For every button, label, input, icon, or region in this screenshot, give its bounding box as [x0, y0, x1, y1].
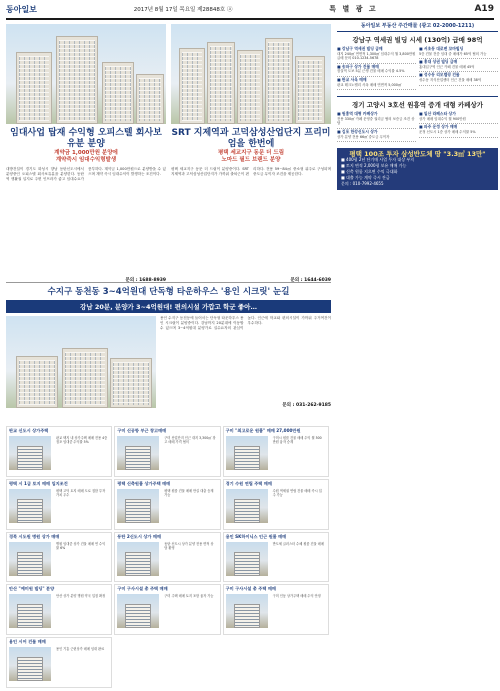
property-item	[337, 46, 416, 64]
right-sticker	[337, 148, 498, 190]
property-item-title: ■ 송파구 상가 건물 매매	[337, 63, 379, 69]
listing-item	[223, 532, 329, 583]
ad2	[171, 128, 331, 283]
listing-title: 용인 시어 건물 매매	[9, 639, 46, 645]
ad3-photo	[6, 316, 156, 408]
listing-body: 수원 역세권 연립 건물 매매 즉시 입주 가능	[272, 488, 322, 498]
listing-item	[6, 532, 112, 583]
listing-photo	[9, 489, 51, 523]
property-item	[419, 124, 498, 137]
sticker-line: 문의 : 010-7992-4655	[341, 181, 384, 187]
listing-item	[6, 426, 112, 477]
right-items-1	[337, 46, 498, 90]
listing-body: 평택 고덕 토지 매매 도로 접함 투자가치 우수	[56, 488, 106, 498]
property-item-body: 상가 분양 전용 66㎡ 중도금 무이자	[337, 134, 390, 139]
ad1	[6, 128, 166, 283]
ad3-body: 용인 수지구 동천동에 들어서는 단독형 타운하우스 용인 시크릿이 분양중이다. 강남까지 20분대에 이동할 수 있으며 3~4억원대 분양가로 실수요자의 관심이 높다. 인근에 학교와 편의시설이 가까워 주거여건이 우수하다.	[160, 316, 331, 330]
listing-title: 구미 구사시설 총 주택 매매	[225, 586, 276, 592]
right-items-2	[337, 111, 498, 142]
property-item-body: 홍대입구역 인근 카페 건물 매매 45억	[419, 64, 475, 69]
right-title2: 경기 고양시 3호선 원흥역 증개 대형 카페상가	[337, 96, 498, 109]
listing-item	[223, 584, 329, 635]
ad1-title: 임대사업 탑재 수익형 오피스텔 회사보유분 분양	[10, 128, 162, 149]
property-item	[419, 111, 498, 124]
ad2-phone: 문의 : 1644-6039	[290, 278, 331, 283]
listing-item	[114, 584, 220, 635]
property-item-title: ■ 김포 한강신도시 상가	[337, 128, 378, 134]
ad1-body: 대방건설이 경기도 화성시 향남 동탄신도시에서 분양중인 오피스텔 회사보유분을 분양한다. 동탄역 생활권 입지로 주변 인프라가 좋고 임대수요가 풍부하다. 계약금 1,000만원으로 분양받을 수 있으며 계약 즉시 임대수익이 발생하는 조건이다.	[6, 167, 166, 181]
ad1-sub1: 계약금 1,000만원 분양에	[54, 150, 118, 156]
newspaper-logo: 동아일보	[6, 3, 37, 14]
listing-title: 구미 신공항 부근 창고매매	[117, 428, 167, 433]
listing-title: 경북 시도원 병원 상가 매매	[9, 533, 60, 539]
listing-body: 구미 산업단지 인근 대지 3,300㎡ 창고 매매 가격 협의	[164, 436, 216, 445]
listing-photo	[9, 594, 51, 628]
property-item-title: ■ 서초동 대로변 꼬마빌딩	[419, 46, 464, 51]
listing-title: 판교 신도시 상가주택	[9, 428, 49, 433]
listing-item	[223, 426, 329, 477]
page-header	[6, 0, 494, 20]
listing-photo	[117, 436, 159, 470]
property-item-body: 상가 매매 임대수익 월 900만원	[419, 116, 466, 121]
property-item	[337, 77, 416, 90]
listing-body: 동탄 신도시 상가 분양 전용 면적 상담 환영	[164, 541, 214, 550]
property-item-title: ■ 일산 라페스타 상가	[419, 111, 456, 117]
right-column	[337, 20, 498, 690]
property-item	[419, 72, 498, 85]
property-item-title: ■ 홍대 상권 빌딩 급매	[419, 59, 458, 65]
listing-photo	[117, 542, 159, 576]
listing-body: 판교 택지 내 상가주택 매매 전용 4층 점포 임대중 수익률 5%	[56, 436, 108, 445]
property-item	[337, 111, 416, 129]
property-item-title: ■ 판교 사옥 매매	[337, 76, 367, 82]
property-item-body: 운정 신도시 1층 상가 매매 수익률 5%	[419, 129, 476, 134]
ad3-phone: 문의 : 031-262-9185	[282, 403, 331, 408]
ad1-photo	[6, 24, 166, 124]
listing-body: 반도체 클러스터 수혜 원룸 건물 매매	[272, 541, 324, 546]
listing-body: 병원 임대중 상가 건물 매매 연 수익률 6%	[56, 541, 106, 550]
listing-photo	[9, 436, 51, 470]
section-title: 특 별 광 고	[329, 5, 378, 13]
listing-body: 구미시 원룸 건물 매매 수익 월 500만원 융자 승계	[272, 436, 322, 445]
page-number: A19	[474, 4, 494, 14]
property-item	[419, 46, 498, 59]
ad1-sub2: 계약즉시 임대수익형발생	[55, 157, 117, 163]
ad3-title: 수지구 동천동 3~4억원대 단독형 타운하우스 '용인 시크릿' 눈길	[47, 287, 290, 297]
listing-title: 경기 수원 연립 주택 매매	[225, 480, 272, 486]
sticker-lines	[341, 157, 494, 187]
listing-body: 안산 상가 분양 병원 약국 입점 확정	[56, 594, 106, 599]
listing-item	[6, 479, 112, 530]
ad3-sub: 강남 20분, 분양가 3~4억원대! 편의시설 가깝고 학군 좋아…	[6, 300, 331, 313]
sticker-line: ■ 신축 원룸 지으면 수익 극대화	[341, 169, 398, 175]
ad2-body: 평택 세교지구 동문 더 드림이 분양중이다. SRT 지제역과 고덕삼성산업단지가 가까워 출퇴근이 편리하다. 전용 59~84㎡ 중소형 위주로 구성되며 중도금 무이자 조건을 제공한다.	[171, 167, 331, 176]
property-item-title: ■ 강남구 역세권 빌딩 급매	[337, 46, 383, 51]
listing-grid	[6, 426, 331, 690]
listing-item	[114, 532, 220, 583]
ad2-sub2: 노마드 필드 브랜드 분양	[221, 157, 281, 163]
listing-photo	[226, 594, 268, 628]
listing-item	[223, 479, 329, 530]
listing-photo	[9, 542, 51, 576]
listing-photo	[226, 489, 268, 523]
listing-photo	[226, 436, 268, 470]
sticker-line: ■ 400평 2년 단기매 사업 투자 대상 부지	[341, 157, 415, 163]
ad2-photo	[171, 24, 331, 124]
sticker-line: ■ 토지 면적 2,000평 보유 매매 가능	[341, 163, 407, 169]
property-item-body: 판교 테크노밸리 사옥 매매 연면적 5,000㎡	[337, 82, 402, 87]
property-item	[337, 129, 416, 142]
right-title1: 강남구 역세권 빌딩 시세 (130억) 급매 98억	[352, 36, 483, 44]
listing-title: 용인 SK하이닉스 인근 원룸 매매	[225, 533, 287, 539]
left-ads	[6, 20, 331, 690]
property-item-title: ■ 성수동 리모델링 건물	[419, 72, 460, 78]
property-item-title: ■ 파주 운정 상가 매매	[419, 124, 458, 130]
listing-item	[6, 584, 112, 635]
listing-body: 평택 원룸 건물 매매 만실 대출 승계 가능	[164, 488, 214, 498]
ad2-title: SRT 지제역과 고덕삼성산업단지 프리미엄을 한번에	[171, 128, 331, 149]
sticker-line: ■ 대출 가능 계약 즉시 잔금	[341, 175, 390, 181]
property-item-body: 5층 건물 전층 임대 중 매매가 65억 협의 가능	[419, 51, 487, 56]
property-item-body: 전용 330㎡ 카페 운영중 권리금 협의 보증금 조건 상담	[337, 116, 415, 126]
issue-date: 2017년 8월 17일 목요일 제28848호 ⓐ	[133, 7, 233, 13]
sticker-title: 평택 100조 투자 삼성반도체 땅 "3.3㎡ 13만"	[349, 150, 486, 159]
listing-photo	[226, 542, 268, 576]
listing-title: 구미 "최고로운 원룸" 매매 27,000만원	[225, 428, 301, 433]
listing-photo	[117, 489, 159, 523]
listing-title: 안산 "예미원 빌딩" 분양	[9, 586, 55, 592]
ad2-sub1: 평택 세교지구 동문 더 드림	[217, 150, 285, 156]
property-item-title: ■ 원흥역 대형 카페상가	[337, 111, 378, 117]
listing-title: 평택 신축원룸 상가주택 매매	[117, 480, 171, 486]
listing-title: 평택 시 1급 토지 매매 입지조건	[9, 480, 68, 486]
listing-body: 구미 인동 상가주택 매매 수익 안정	[272, 594, 321, 599]
property-item	[337, 64, 416, 77]
listing-item	[6, 637, 112, 688]
listing-title: 구미 구사시설 총 주택 매매	[117, 586, 168, 592]
property-item	[419, 59, 498, 72]
ad1-phone: 문의 : 1688-8939	[125, 278, 166, 283]
right-header: 동아일보 부동산 주간매물 (광고 02-2000-1211)	[337, 20, 498, 32]
listing-body: 용인 기흥 근린상가 매매 임대 완료	[56, 647, 105, 652]
property-item-body: 대지 240㎡ 연면적 1,300㎡ 임대수익 월 3,800만원 급매 문의 010-1234-5678	[337, 51, 416, 61]
listing-photo	[117, 594, 159, 628]
listing-title: 동탄 2신도시 상가 매매	[117, 533, 161, 539]
listing-body: 구미 주택 매매 토지 포함 융자 가능	[164, 594, 214, 599]
property-item-body: 잠실역 도보 5분 근생 건물 매매 수익률 4.5%	[337, 69, 405, 74]
property-item-body: 성수동 지식산업센터 인근 건물 매매 38억	[419, 77, 482, 82]
listing-item	[114, 479, 220, 530]
listing-item	[114, 426, 220, 477]
ad3	[6, 282, 331, 423]
listing-photo	[9, 647, 51, 681]
